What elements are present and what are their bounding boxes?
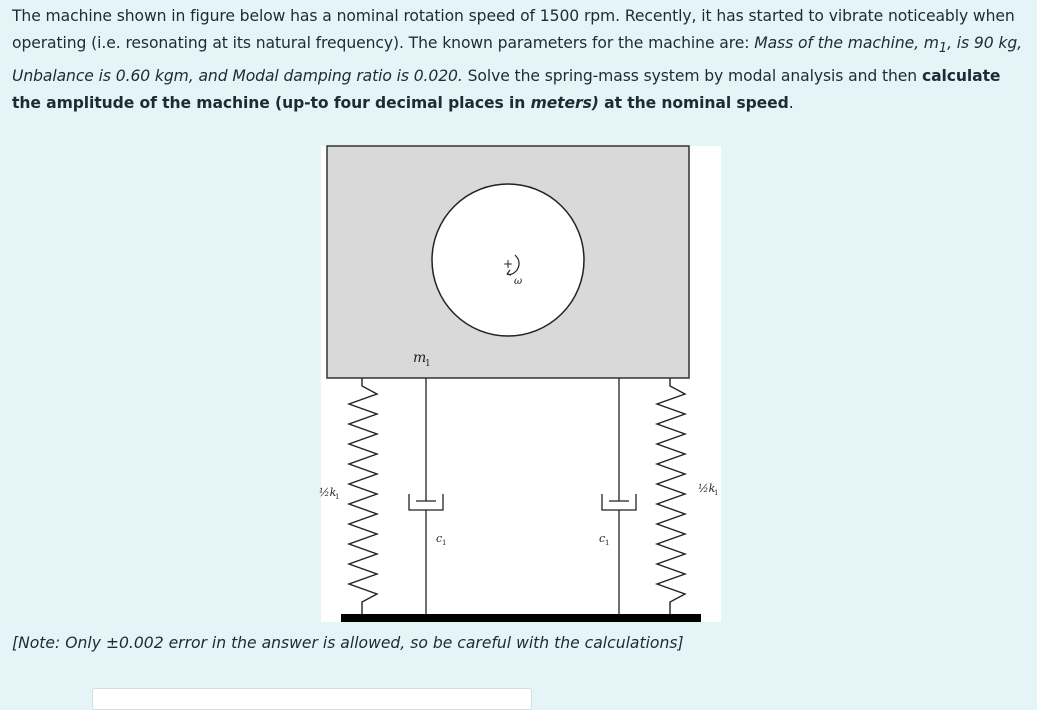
mass-label: m	[413, 350, 427, 366]
error-note	[12, 630, 684, 656]
spring-label-right-sub: 1	[714, 489, 719, 497]
damper-label-left-sub: 1	[442, 539, 447, 547]
rotation-plus: +	[503, 257, 514, 271]
note-text-before: [Note: Only	[12, 634, 106, 652]
question-intro: The machine shown in figure below has a nominal rotation speed of 1500 rpm. Recently, it has started to vibrate noticeably when operating (i.e. resonating at its natural frequency). The known parameters for the machine are:	[12, 7, 1015, 52]
right-damper	[602, 378, 636, 616]
note-plus-minus: ±	[105, 634, 119, 652]
answer-input[interactable]	[92, 688, 532, 710]
question-params-a: Mass of the machine, m	[754, 33, 939, 52]
spring-mass-diagram	[321, 146, 721, 622]
question-params-sub: 1	[938, 40, 948, 56]
mass-label-sub: 1	[425, 359, 431, 369]
spring-label-left: ½k	[319, 486, 337, 499]
damper-label-right: c	[599, 532, 606, 545]
left-damper	[409, 378, 443, 616]
question-bold-a: calculate the amplitude of the machine (up-to four decimal places in	[12, 66, 1001, 112]
question-instruction: Solve the spring-mass system by modal analysis and then	[462, 66, 922, 85]
spring-label-right: ½k	[698, 482, 716, 495]
note-text-after: 0.002 error in the answer is allowed, so be careful with the calculations]	[118, 634, 684, 652]
damper-label-right-sub: 1	[605, 539, 610, 547]
ground-base	[341, 614, 701, 622]
question-params-b: , is 90 kg, Unbalance is 0.60 kgm, and Modal damping ratio is 0.020.	[12, 33, 1022, 85]
spring-label-left-sub: 1	[335, 493, 340, 501]
question-text	[12, 3, 1030, 116]
damper-label-left: c	[436, 532, 443, 545]
question-bold-b: at the nominal speed	[598, 93, 789, 112]
left-spring	[349, 378, 377, 616]
right-spring	[657, 378, 685, 616]
question-bold-italic: meters)	[530, 93, 599, 112]
omega-label: ω	[514, 276, 523, 287]
question-end: .	[788, 93, 794, 112]
spring-mass-figure	[321, 146, 721, 622]
